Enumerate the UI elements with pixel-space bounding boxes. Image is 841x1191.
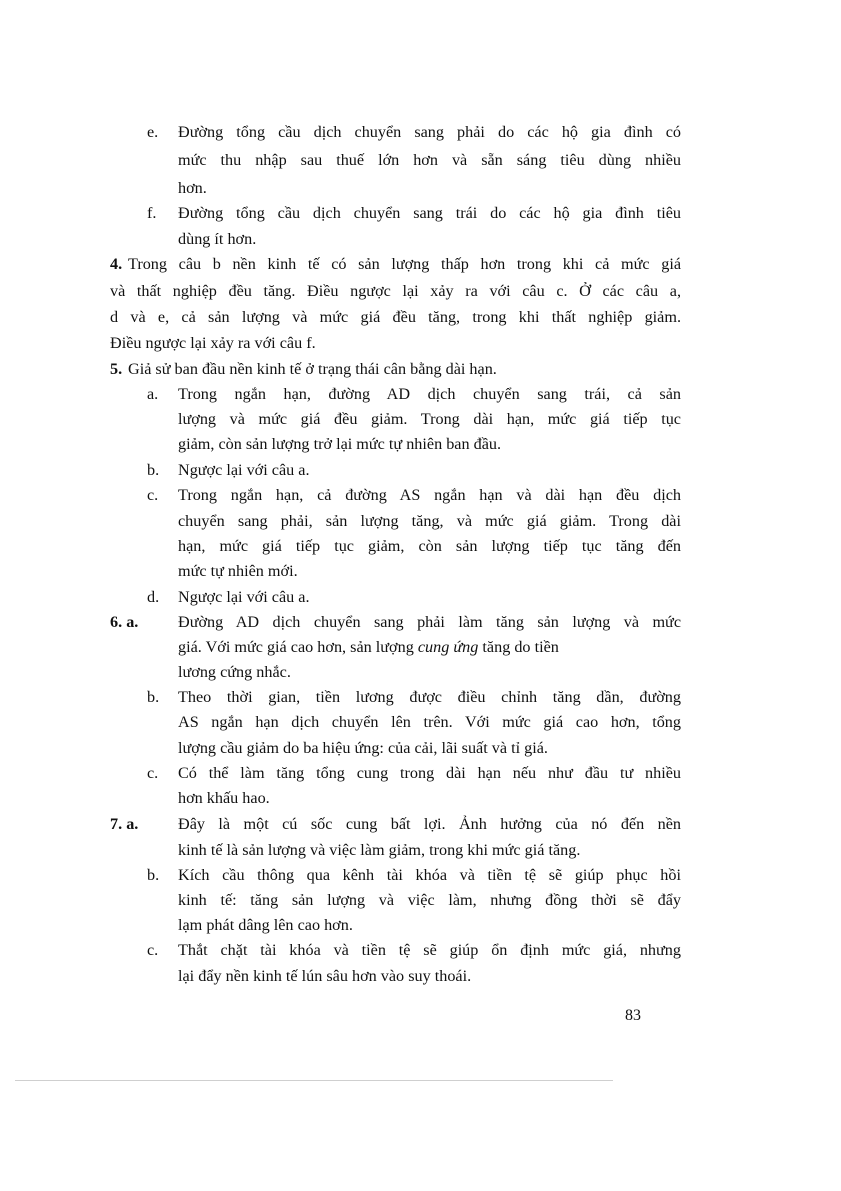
text-line: hơn khấu hao. [178, 789, 270, 807]
text-segment: giá. Với mức giá cao hơn, sản lượng [178, 638, 414, 656]
text-line: Ngược lại với câu a. [178, 588, 310, 606]
text-line: giảm, còn sản lượng trở lại mức tự nhiên ban đầu. [178, 435, 502, 453]
item-label-b: b. [147, 866, 160, 884]
text-line: hạn, mức giá tiếp tục giảm, còn sản lượng tiếp tục tăng đến [178, 537, 681, 555]
answer-number-4: 4. [110, 255, 123, 273]
text-line: d và e, cả sản lượng và mức giá đều tăng, trong khi thất nghiệp giảm. [110, 308, 681, 326]
text-line: Trong ngắn hạn, cả đường AS ngắn hạn và dài hạn đều dịch [178, 486, 681, 504]
text-line: Kích cầu thông qua kênh tài khóa và tiền tệ sẽ giúp phục hồi [178, 866, 681, 884]
page-number: 83 [625, 1007, 641, 1024]
text-line: Trong câu b nền kinh tế có sản lượng thấp hơn trong khi cả mức giá [128, 255, 681, 273]
text-line: Có thể làm tăng tổng cung trong dài hạn nếu như đầu tư nhiều [178, 764, 681, 782]
text-line: Theo thời gian, tiền lương được điều chỉnh tăng dần, đường [178, 688, 681, 706]
text-line: hơn. [178, 179, 207, 197]
text-line: Đường tổng cầu dịch chuyển sang trái do các hộ gia đình tiêu [178, 204, 681, 222]
text-line: kinh tế: tăng sản lượng và việc làm, nhưng đồng thời sẽ đẩy [178, 891, 681, 909]
text-line: Điều ngược lại xảy ra với câu f. [110, 334, 316, 352]
item-label-c: c. [147, 486, 159, 504]
item-label-c: c. [147, 941, 159, 959]
footer-divider [15, 1080, 613, 1081]
text-line: Giả sử ban đầu nền kinh tế ở trạng thái cân bằng dài hạn. [128, 360, 497, 378]
text-line: và thất nghiệp đều tăng. Điều ngược lại xảy ra với câu c. Ở các câu a, [110, 282, 681, 300]
item-label-b: b. [147, 461, 160, 479]
text-line: dùng ít hơn. [178, 230, 257, 248]
text-line: Đường tổng cầu dịch chuyển sang phải do các hộ gia đình có [178, 123, 681, 141]
item-label-e: e. [147, 123, 159, 141]
answer-number-5: 5. [110, 360, 123, 378]
answer-number-6a: 6. a. [110, 613, 139, 631]
text-line: Thắt chặt tài khóa và tiền tệ sẽ giúp ổn định mức giá, nhưng [178, 941, 681, 959]
answer-number-7a: 7. a. [110, 815, 139, 833]
text-line: lượng và mức giá đều giảm. Trong dài hạn, mức giá tiếp tục [178, 410, 681, 428]
emphasis-text: cung ứng [417, 638, 479, 656]
text-line: lương cứng nhắc. [178, 663, 291, 681]
text-line: kinh tế là sản lượng và việc làm giảm, trong khi mức giá tăng. [178, 841, 581, 859]
item-label-b: b. [147, 688, 160, 706]
item-label-a: a. [147, 385, 159, 403]
text-line: lạm phát dâng lên cao hơn. [178, 916, 353, 934]
text-line: lượng cầu giảm do ba hiệu ứng: của cải, lãi suất và tỉ giá. [178, 739, 548, 757]
text-line: Đường AD dịch chuyển sang phải làm tăng sản lượng và mức [178, 613, 681, 631]
text-line: chuyển sang phải, sản lượng tăng, và mức giá giảm. Trong dài [178, 512, 681, 530]
text-line: AS ngắn hạn dịch chuyển lên trên. Với mức giá cao hơn, tổng [178, 713, 681, 731]
text-line: lại đẩy nền kinh tế lún sâu hơn vào suy thoái. [178, 967, 472, 985]
item-label-c: c. [147, 764, 159, 782]
text-line: Đây là một cú sốc cung bất lợi. Ảnh hưởng của nó đến nền [178, 815, 681, 833]
text-line: Ngược lại với câu a. [178, 461, 310, 479]
item-label-f: f. [147, 204, 157, 222]
text-line: Trong ngắn hạn, đường AD dịch chuyển sang trái, cả sản [178, 385, 681, 403]
item-label-d: d. [147, 588, 160, 606]
text-line: mức tự nhiên mới. [178, 562, 298, 580]
text-segment: tăng do tiền [482, 638, 559, 656]
text-line: mức thu nhập sau thuế lớn hơn và sẵn sáng tiêu dùng nhiều [178, 151, 681, 169]
text-line [178, 637, 559, 657]
